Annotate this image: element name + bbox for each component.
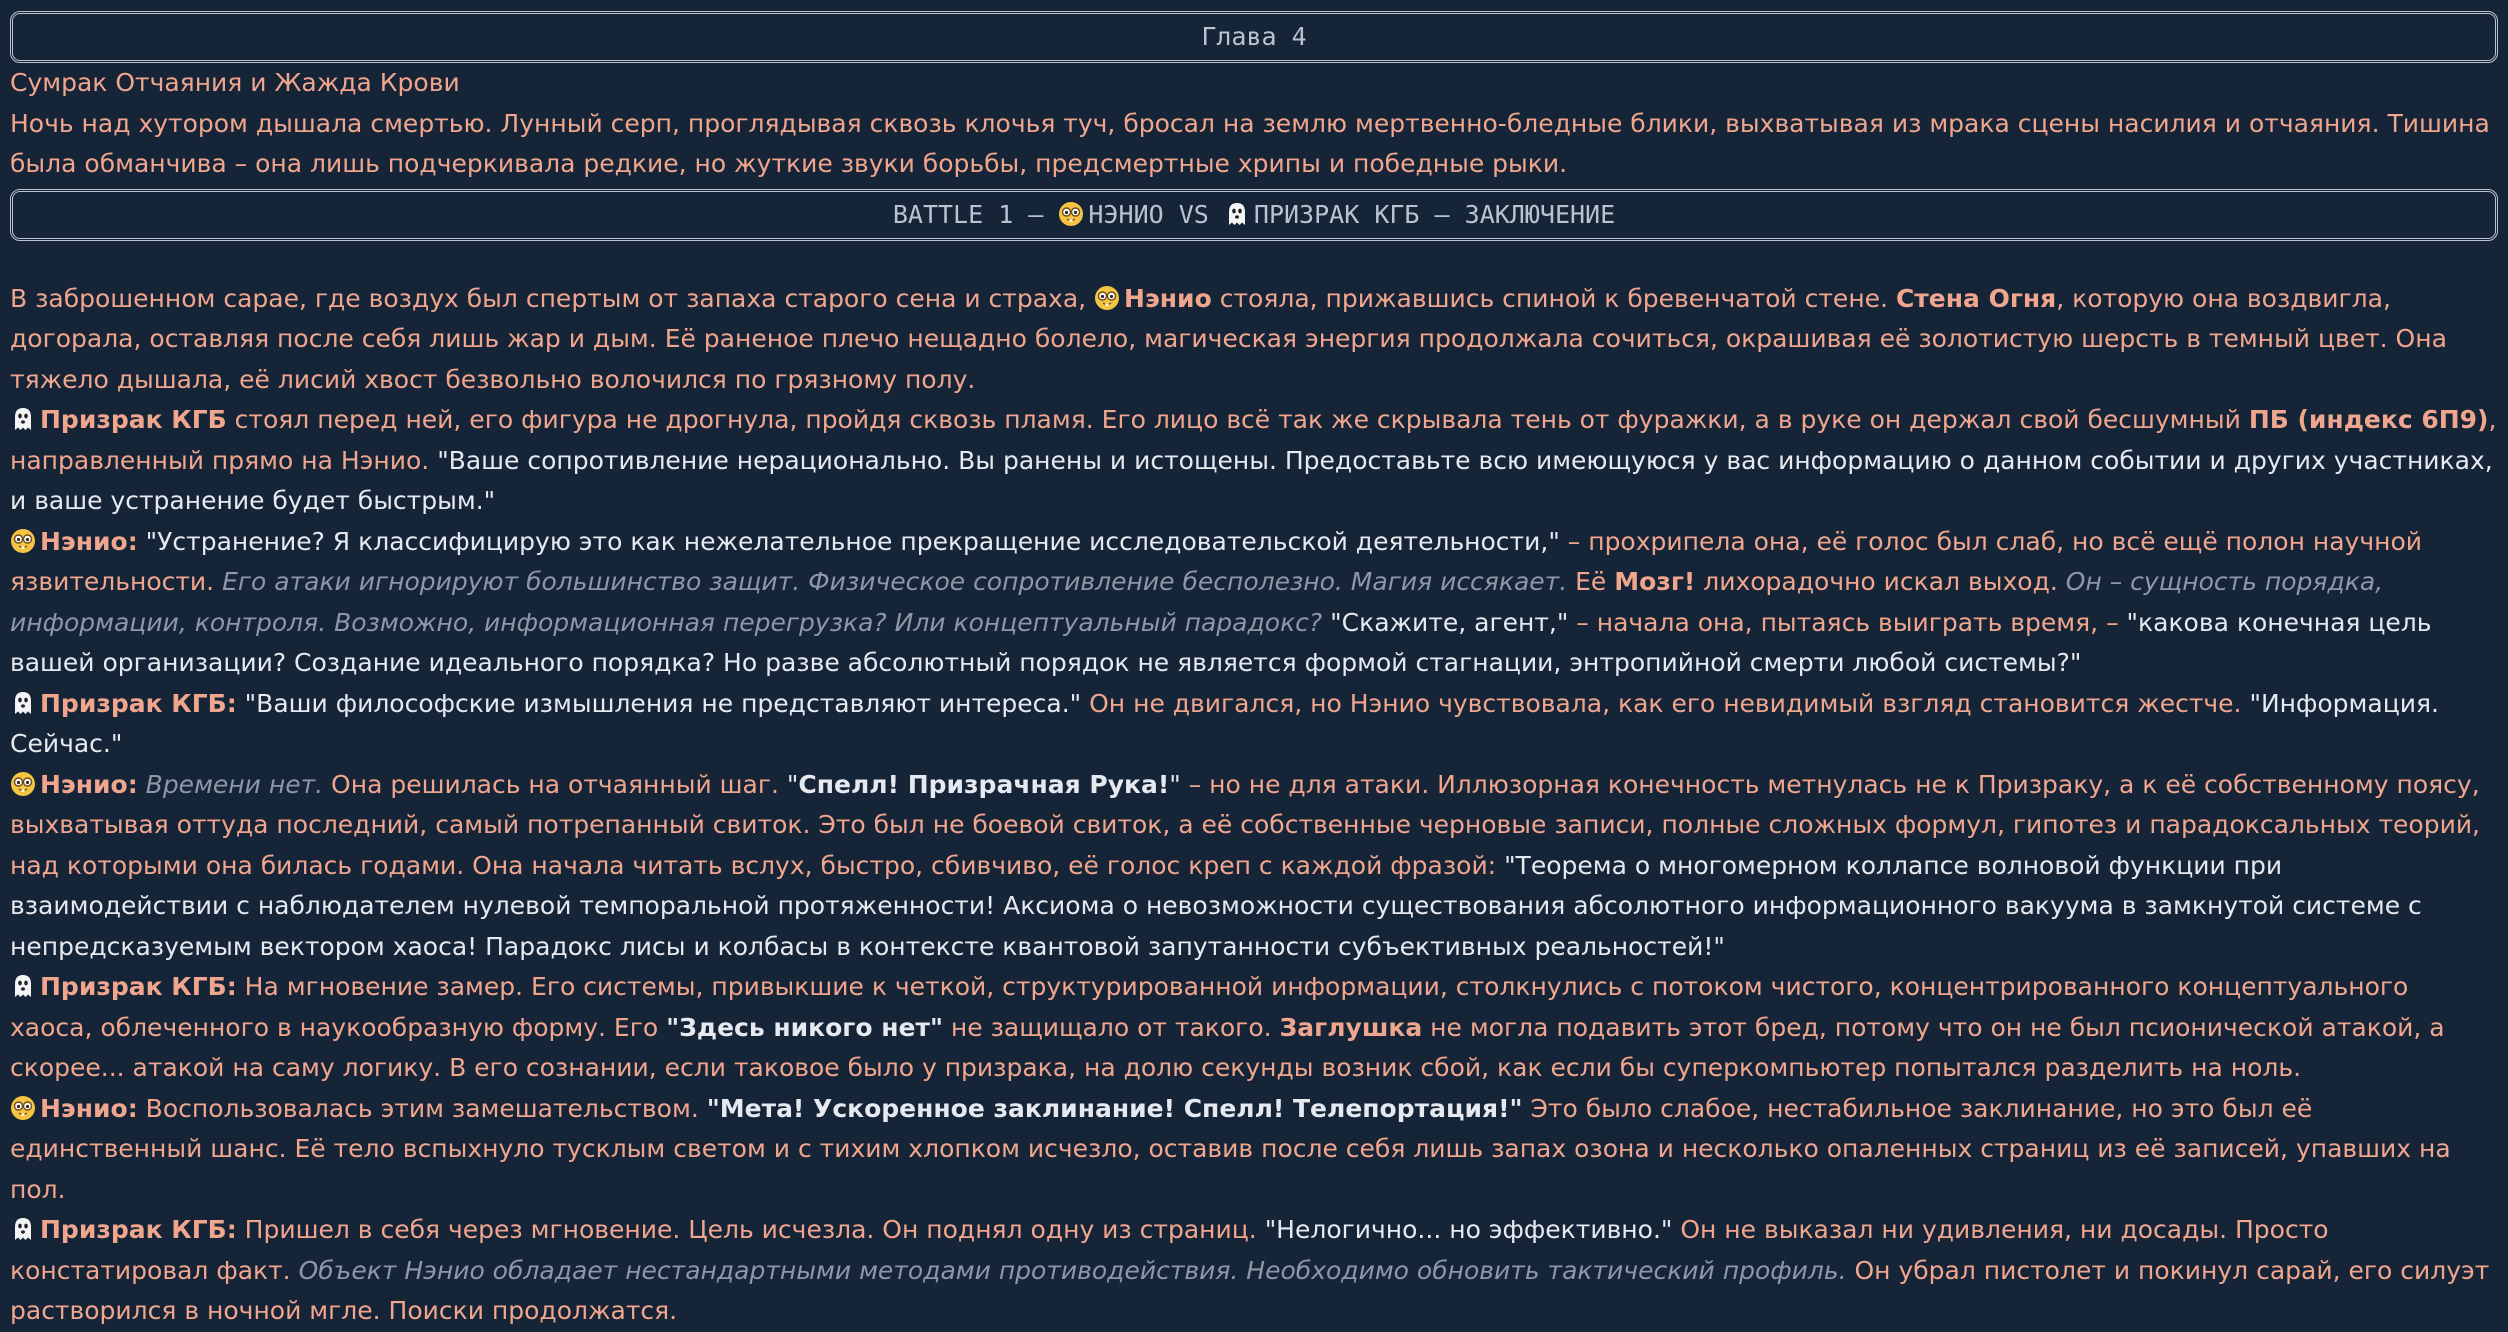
battle-fighter-1: НЭНИО [1088, 199, 1164, 229]
speaker-nenio: Нэнио: [40, 769, 138, 799]
story-paragraph-1: В заброшенном сарае, где воздух был спертым от запаха старого сена и страха, Нэнио стояла, прижавшись спиной к бревенчатой стене. Стена Огня, которую она воздвигла, догорала, оставляя после себя лишь жар и дым. Её раненое плечо нещадно болело, магическая энергия продолжала сочиться, окрашивая её золотистую шерсть в темный цвет. Она тяжело дышала, её лисий хвост безвольно волочился по грязному полу. [10, 283, 2447, 394]
story-paragraph-5: Нэнио: Времени нет. Она решилась на отчаянный шаг. "Спелл! Призрачная Рука!" – но не для атаки. Иллюзорная конечность метнулась не к Призраку, а к её собственному поясу, выхватывая оттуда последний, самый потрепанный свиток. Это был не боевой свиток, а её собственные черновые записи, полные сложных формул, гипотез и парадоксальных теорий, над которыми она билась годами. Она начала читать вслух, быстро, сбивчиво, её голос креп с каждой фразой: "Теорема о многомерном коллапсе волновой функции при взаимодействии с наблюдателем нулевой темпоральной протяженности! Аксиома о невозможности существования абсолютного информационного вакуума в замкнутой системе с непредсказуемым вектором хаоса! Парадокс лисы и колбасы в контексте квантовой запутанности субъективных реальностей!" [10, 769, 2481, 961]
nerd-face-icon [10, 528, 36, 554]
battle-header: BATTLE 1 – НЭНИО VS ПРИЗРАК КГБ – ЗАКЛЮЧЕНИЕ [10, 189, 2498, 241]
nerd-face-icon [10, 1095, 36, 1121]
ghost-icon [1224, 201, 1250, 227]
story-paragraph-2: Призрак КГБ стоял перед ней, его фигура не дрогнула, пройдя сквозь пламя. Его лицо всё так же скрывала тень от фуражки, а в руке он держал свой бесшумный ПБ (индекс 6П9), направленный прямо на Нэнио. "Ваше сопротивление нерационально. Вы ранены и истощены. Предоставьте всю имеющуюся у вас информацию о данном событии и других участниках, и ваше устранение будет быстрым." [10, 405, 2497, 515]
speaker-ghost: Призрак КГБ: [40, 688, 237, 718]
ghost-icon [10, 690, 36, 716]
chapter-title: Глава 4 [1201, 22, 1307, 51]
speaker-ghost: Призрак КГБ [40, 405, 227, 434]
chapter-title-box [10, 11, 2498, 63]
story-paragraph-4: Призрак КГБ: "Ваши философские измышления не представляют интереса." Он не двигался, но Нэнио чувствовала, как его невидимый взгляд становится жестче. "Информация. Сейчас." [10, 688, 2439, 758]
story-paragraph-8: Призрак КГБ: Пришел в себя через мгновение. Цель исчезла. Он поднял одну из страниц. "Нелогично... но эффективно." Он не выказал ни удивления, ни досады. Просто констатировал факт. Объект Нэнио обладает нестандартными методами противодействия. Необходимо обновить тактический профиль. Он убрал пистолет и покинул сарай, его силуэт растворился в ночной мгле. Поиски продолжатся. [10, 1215, 2490, 1325]
battle-fighter-2: ПРИЗРАК КГБ [1253, 199, 1420, 229]
story-paragraph-7: Нэнио: Воспользовалась этим замешательством. "Мета! Ускоренное заклинание! Спелл! Телепортация!" Это было слабое, нестабильное заклинание, но это был её единственный шанс. Её тело вспыхнуло тусклым светом и с тихим хлопком исчезло, оставив после себя лишь запах озона и несколько опаленных страниц из её записей, упавших на пол. [10, 1093, 2451, 1204]
nerd-face-icon [10, 771, 36, 797]
nerd-face-icon [1058, 201, 1084, 227]
ghost-icon [10, 1216, 36, 1242]
speaker-ghost: Призрак КГБ: [40, 1215, 237, 1244]
story-paragraph-6: Призрак КГБ: На мгновение замер. Его системы, привыкшие к четкой, структурированной информации, столкнулись с потоком чистого, концентрированного концептуального хаоса, облеченного в наукообразную форму. Его "Здесь никого нет" не защищало от такого. Заглушка не могла подавить этот бред, потому что он не был псионической атакой, а скорее... атакой на саму логику. В его сознании, если таковое было у призрака, на долю секунды возник сбой, как если бы суперкомпьютер попытался разделить на ноль. [10, 972, 2445, 1082]
story-paragraph-3: Нэнио: "Устранение? Я классифицирую это как нежелательное прекращение исследовательской деятельности," – прохрипела она, её голос был слаб, но всё ещё полон научной язвительности. Его атаки игнорируют большинство защит. Физическое сопротивление бесполезно. Магия иссякает. Её Мозг! лихорадочно искал выход. Он – сущность порядка, информации, контроля. Возможно, информационная перегрузка? Или концептуальный парадокс? "Скажите, агент," – начала она, пытаясь выиграть время, – "какова конечная цель вашей организации? Создание идеального порядка? Но разве абсолютный порядок не является формой стагнации, энтропийной смерти любой системы?" [10, 526, 2432, 677]
spacer [10, 241, 2498, 279]
chapter-subtitle: Сумрак Отчаяния и Жажда Крови [10, 68, 460, 97]
speaker-nenio: Нэнио: [40, 526, 138, 556]
ghost-icon [10, 973, 36, 999]
nerd-face-icon [1094, 285, 1120, 311]
speaker-nenio: Нэнио [1124, 283, 1212, 313]
ghost-icon [10, 406, 36, 432]
speaker-nenio: Нэнио: [40, 1093, 138, 1123]
intro-paragraph: Ночь над хутором дышала смертью. Лунный серп, проглядывая сквозь клочья туч, бросал на землю мертвенно-бледные блики, выхватывая из мрака сцены насилия и отчаяния. Тишина была обманчива – она лишь подчеркивала редкие, но жуткие звуки борьбы, предсмертные хрипы и победные рыки. [10, 108, 2490, 178]
speaker-ghost: Призрак КГБ: [40, 972, 237, 1001]
